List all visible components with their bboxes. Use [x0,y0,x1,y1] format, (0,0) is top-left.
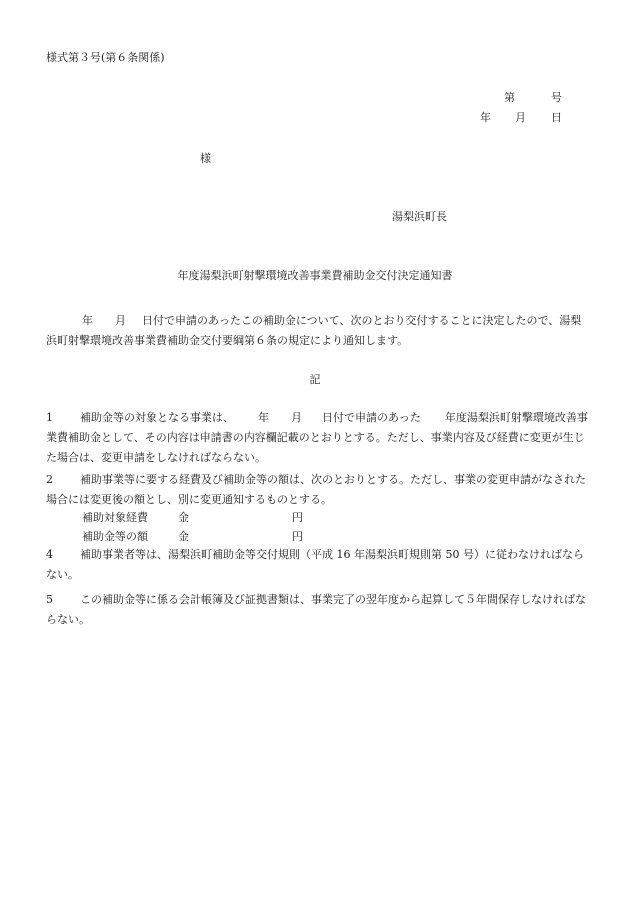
item-number: 5 [46,593,53,606]
issue-date-year: 年 [480,111,491,124]
list-item [46,408,591,468]
item-number: 2 [46,473,53,486]
amount-kin: 金 [178,530,189,543]
amount-row [82,531,303,542]
item-number: 4 [46,548,53,561]
item-year: 年 [258,411,269,424]
issue-date-day: 日 [551,111,562,124]
addressee-suffix: 様 [200,152,211,165]
item-text: 補助事業者等は、湯梨浜町補助金等交付規則（平成 16 年湯梨浜町規則第 50 号）に従わなければならない。 [46,548,584,581]
document-title: 年度湯梨浜町射撃環境改善事業費補助金交付決定通知書 [177,269,453,282]
intro-body: 日付で申請のあったこの補助金について、次のとおり交付することに決定したので、湯梨浜町射撃環境改善事業費補助金交付要綱第６条の規定により通知します。 [46,314,582,347]
item-text: 補助事業等に要する経費及び補助金等の額は、次のとおりとする。ただし、事業の変更申請がなされた場合には変更後の額とし、別に変更通知するものとする。 [46,473,586,506]
intro-year: 年 [82,314,93,327]
amount-label: 補助対象経費 [82,511,148,524]
amount-row [82,512,303,523]
item-number: 1 [46,411,53,424]
item-text: 補助金等の対象となる事業は、 [80,411,234,424]
list-item [46,590,591,630]
issuer: 湯梨浜町長 [392,210,447,223]
intro-month: 月 [115,314,126,327]
document-number-suffix: 号 [551,91,562,104]
list-item [46,545,591,585]
ki-heading: 記 [309,373,321,386]
intro-paragraph [46,311,591,351]
document-number-prefix: 第 [504,91,515,104]
item-text: この補助金等に係る会計帳簿及び証拠書類は、事業完了の翌年度から起算して５年間保存しなければならない。 [46,593,586,626]
item-text: 日付で申請のあった [322,411,421,424]
item-month: 月 [291,411,302,424]
amount-yen: 円 [292,511,303,524]
item-text: 年度湯梨浜町射撃環境改善事業費補助金として、その内容は申請書の内容欄記載のとおりとする。ただし、事業内容及び経費に変更が生じた場合は、変更申請をしなければならない。 [46,411,588,464]
amount-yen: 円 [292,530,303,543]
list-item [46,470,591,510]
amount-kin: 金 [178,511,189,524]
amount-label: 補助金等の額 [82,530,148,543]
form-number: 様式第３号(第６条関係) [46,51,165,64]
issue-date-month: 月 [515,111,526,124]
